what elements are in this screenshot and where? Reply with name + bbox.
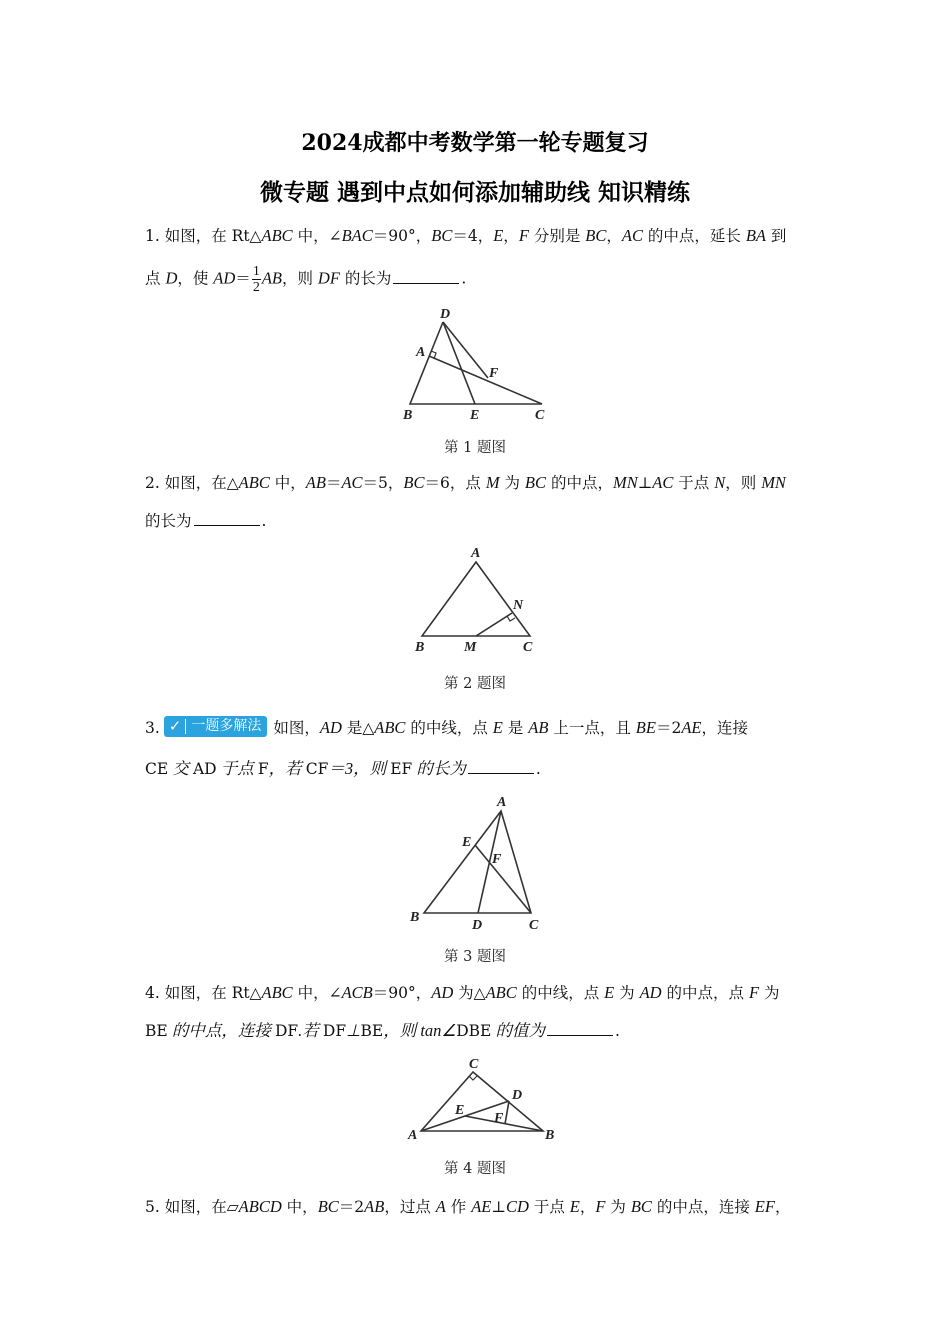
svg-text:B: B [410, 910, 420, 925]
figure-4 [421, 1072, 543, 1131]
fraction-one-half: $\frac{1}{2}$ [252, 264, 260, 295]
figure-2-caption: 第 2 题图 [444, 676, 506, 692]
answer-blank [194, 511, 260, 526]
svg-text:B: B [545, 1128, 555, 1143]
figure-1-labels [402, 307, 545, 423]
svg-text:A: A [408, 1128, 418, 1143]
document-subtitle: 微专题 遇到中点如何添加辅助线 知识精练 [259, 179, 690, 206]
svg-text:M: M [464, 640, 477, 655]
svg-text:A: A [471, 546, 481, 561]
answer-blank [547, 1021, 613, 1036]
problem-2-line-1: 2. 如图，在△ABC 中，AB＝AC＝5，BC＝6，点 M 为 BC 的中点，MN⊥AC 于点 N，则 MN [145, 473, 786, 492]
svg-text:D: D [472, 918, 483, 933]
problem-4-line-1: 4. 如图，在 Rt△ABC 中，∠ACB＝90°，AD 为△ABC 的中线，点 E 为 AD 的中点，点 F 为 [145, 983, 780, 1002]
svg-text:D: D [512, 1088, 523, 1103]
svg-text:B: B [415, 640, 425, 655]
problem-1-text: 如图，在 Rt△ABC 中，∠BAC＝90°，BC＝4，E，F 分别是 BC，AC 的中点，延长 BA 到 [164, 226, 787, 245]
svg-text:C: C [535, 408, 545, 423]
svg-text:F: F [489, 366, 499, 381]
svg-text:F: F [494, 1111, 504, 1126]
figure-1 [410, 322, 542, 404]
svg-text:N: N [513, 598, 524, 613]
problem-3-line-1: 3. ✓ 一题多解法 如图，AD 是△ABC 的中线，点 E 是 AB 上一点，且 BE＝2AE，连接 [145, 717, 748, 737]
answer-blank [468, 759, 534, 774]
figure-3 [424, 811, 531, 913]
svg-text:C: C [523, 640, 533, 655]
svg-text:C: C [469, 1057, 479, 1072]
svg-text:E: E [470, 408, 480, 423]
figure-4-labels [407, 1057, 554, 1143]
problem-4-line-2: BE 的中点，连接 DF.若 DF⊥BE，则 tan∠DBE 的值为 . [145, 1021, 620, 1040]
svg-text:A: A [416, 345, 426, 360]
problem-5-line-1: 5. 如图，在▱ABCD 中，BC＝2AB，过点 A 作 AE⊥CD 于点 E，F 为 BC 的中点，连接 EF， [145, 1197, 791, 1216]
multi-solution-badge: ✓ 一题多解法 [164, 716, 268, 737]
figure-3-caption: 第 3 题图 [444, 949, 506, 965]
document-title: 2024成都中考数学第一轮专题复习 [301, 130, 649, 156]
problem-1-line-1: 1. 如图，在 Rt△ABC 中，∠BAC＝90°，BC＝4，E，F 分别是 BC，AC 的中点，延长 BA 到 [145, 226, 787, 245]
svg-text:F: F [492, 852, 502, 867]
figure-2-labels [414, 546, 533, 655]
figure-1-caption: 第 1 题图 [444, 440, 506, 456]
svg-text:B: B [403, 408, 413, 423]
svg-text:E: E [462, 835, 472, 850]
figure-4-caption: 第 4 题图 [444, 1161, 506, 1177]
svg-text:E: E [455, 1103, 465, 1118]
problem-3-line-2: CE 交 AD 于点 F，若 CF＝3，则 EF 的长为 . [145, 759, 541, 778]
svg-text:C: C [529, 918, 539, 933]
problem-2-line-2: 的长为 . [145, 512, 267, 530]
svg-text:D: D [440, 307, 451, 322]
checkmark-icon: ✓ [168, 717, 182, 735]
problem-1-line-2: 点 D，使 AD＝ $\frac{1}{2}$ AB，则 DF 的长为 . [145, 264, 467, 295]
svg-text:A: A [497, 795, 507, 810]
